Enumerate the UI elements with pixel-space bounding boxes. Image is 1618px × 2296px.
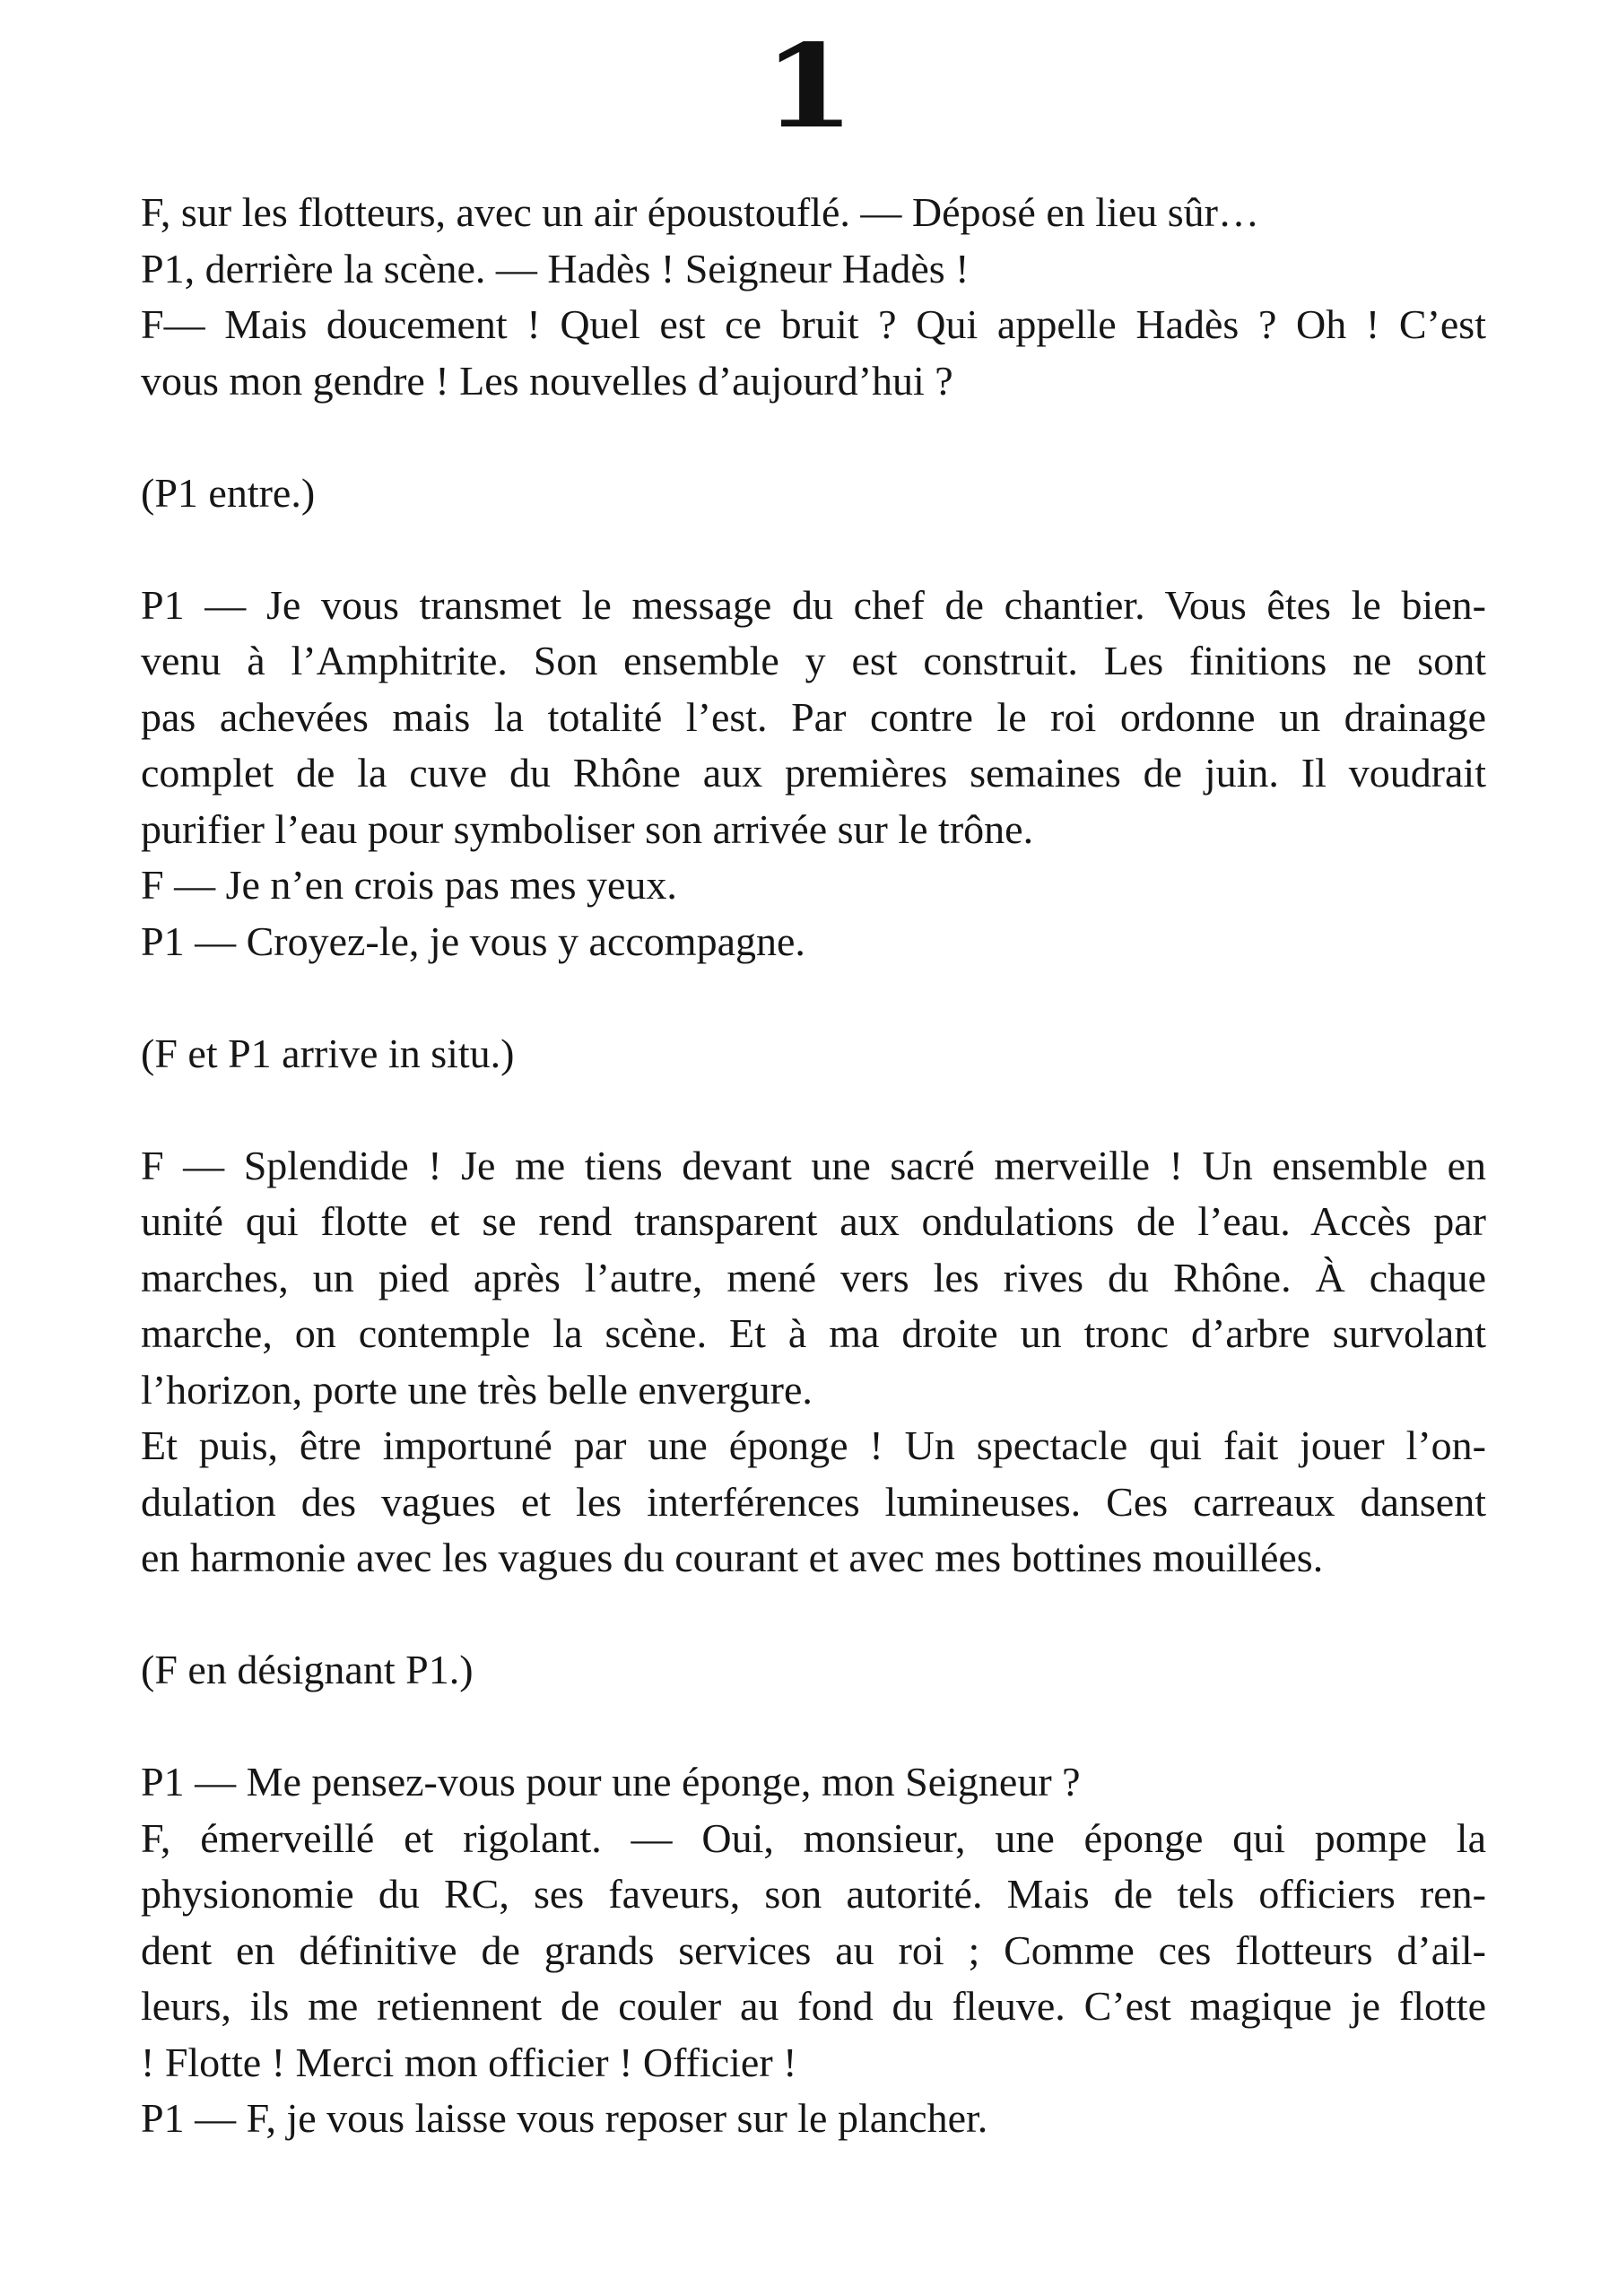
text-line: en harmonie avec les vagues du courant et avec mes bottines mouillées.: [141, 1535, 1324, 1580]
text-line: dulation des vagues et les interférences lumineuses. Ces carreaux dansent: [141, 1478, 1486, 1525]
text-line: P1 — Me pensez-vous pour une éponge, mon Seigneur ?: [141, 1759, 1081, 1805]
text-line: leurs, ils me retiennent de couler au fond du fleuve. C’est magique je flotte: [141, 1983, 1486, 2029]
text-line: (F et P1 arrive in situ.): [141, 1030, 515, 1076]
text-line: F— Mais doucement ! Quel est ce bruit ? Qui appelle Hadès ? Oh ! C’est: [141, 301, 1486, 347]
text-line: l’horizon, porte une très belle envergure.: [141, 1366, 813, 1413]
text-line: P1 — Croyez-le, je vous y accompagne.: [141, 918, 805, 964]
blank-line: [141, 1587, 1486, 1643]
chapter-number: 1: [762, 20, 856, 154]
text-line: vous mon gendre ! Les nouvelles d’aujourd’hui ?: [141, 357, 953, 404]
text-line: marches, un pied après l’autre, mené vers les rives du Rhône. À chaque: [141, 1254, 1486, 1300]
text-line: P1 — F, je vous laisse vous reposer sur le plancher.: [141, 2095, 988, 2141]
body-text: [141, 185, 1486, 2147]
text-line: ! Flotte ! Merci mon officier ! Officier !: [141, 2039, 797, 2085]
text-line: (P1 entre.): [141, 469, 316, 516]
text-line: marche, on contemple la scène. Et à ma droite un tronc d’arbre survolant: [141, 1310, 1486, 1356]
text-line: F — Je n’en crois pas mes yeux.: [141, 862, 677, 908]
text-line: purifier l’eau pour symboliser son arrivée sur le trône.: [141, 805, 1034, 852]
blank-line: [141, 970, 1486, 1026]
blank-line: [141, 521, 1486, 578]
text-line: F, sur les flotteurs, avec un air époustouflé. — Déposé en lieu sûr…: [141, 189, 1259, 235]
text-line: pas achevées mais la totalité l’est. Par contre le roi ordonne un drainage: [141, 693, 1486, 740]
blank-line: [141, 1699, 1486, 1755]
text-line: Et puis, être importuné par une éponge ! Un spectacle qui fait jouer l’on-: [141, 1422, 1486, 1468]
text-line: P1 — Je vous transmet le message du chef de chantier. Vous êtes le bien-: [141, 581, 1486, 628]
blank-line: [141, 1082, 1486, 1138]
text-line: unité qui flotte et se rend transparent aux ondulations de l’eau. Accès par: [141, 1198, 1486, 1244]
text-line: physionomie du RC, ses faveurs, son autorité. Mais de tels officiers ren-: [141, 1871, 1486, 1917]
text-line: F, émerveillé et rigolant. — Oui, monsieur, une éponge qui pompe la: [141, 1814, 1486, 1861]
text-line: venu à l’Amphitrite. Son ensemble y est construit. Les finitions ne sont: [141, 638, 1486, 683]
text-line: P1, derrière la scène. — Hadès ! Seigneur Hadès !: [141, 245, 970, 291]
text-line: dent en définitive de grands services au roi ; Comme ces flotteurs d’ail-: [141, 1926, 1486, 1973]
blank-line: [141, 409, 1486, 465]
text-line: F — Splendide ! Je me tiens devant une sacré merveille ! Un ensemble en: [141, 1142, 1486, 1188]
text-line: complet de la cuve du Rhône aux premières semaines de juin. Il voudrait: [141, 750, 1486, 796]
text-line: (F en désignant P1.): [141, 1647, 474, 1692]
